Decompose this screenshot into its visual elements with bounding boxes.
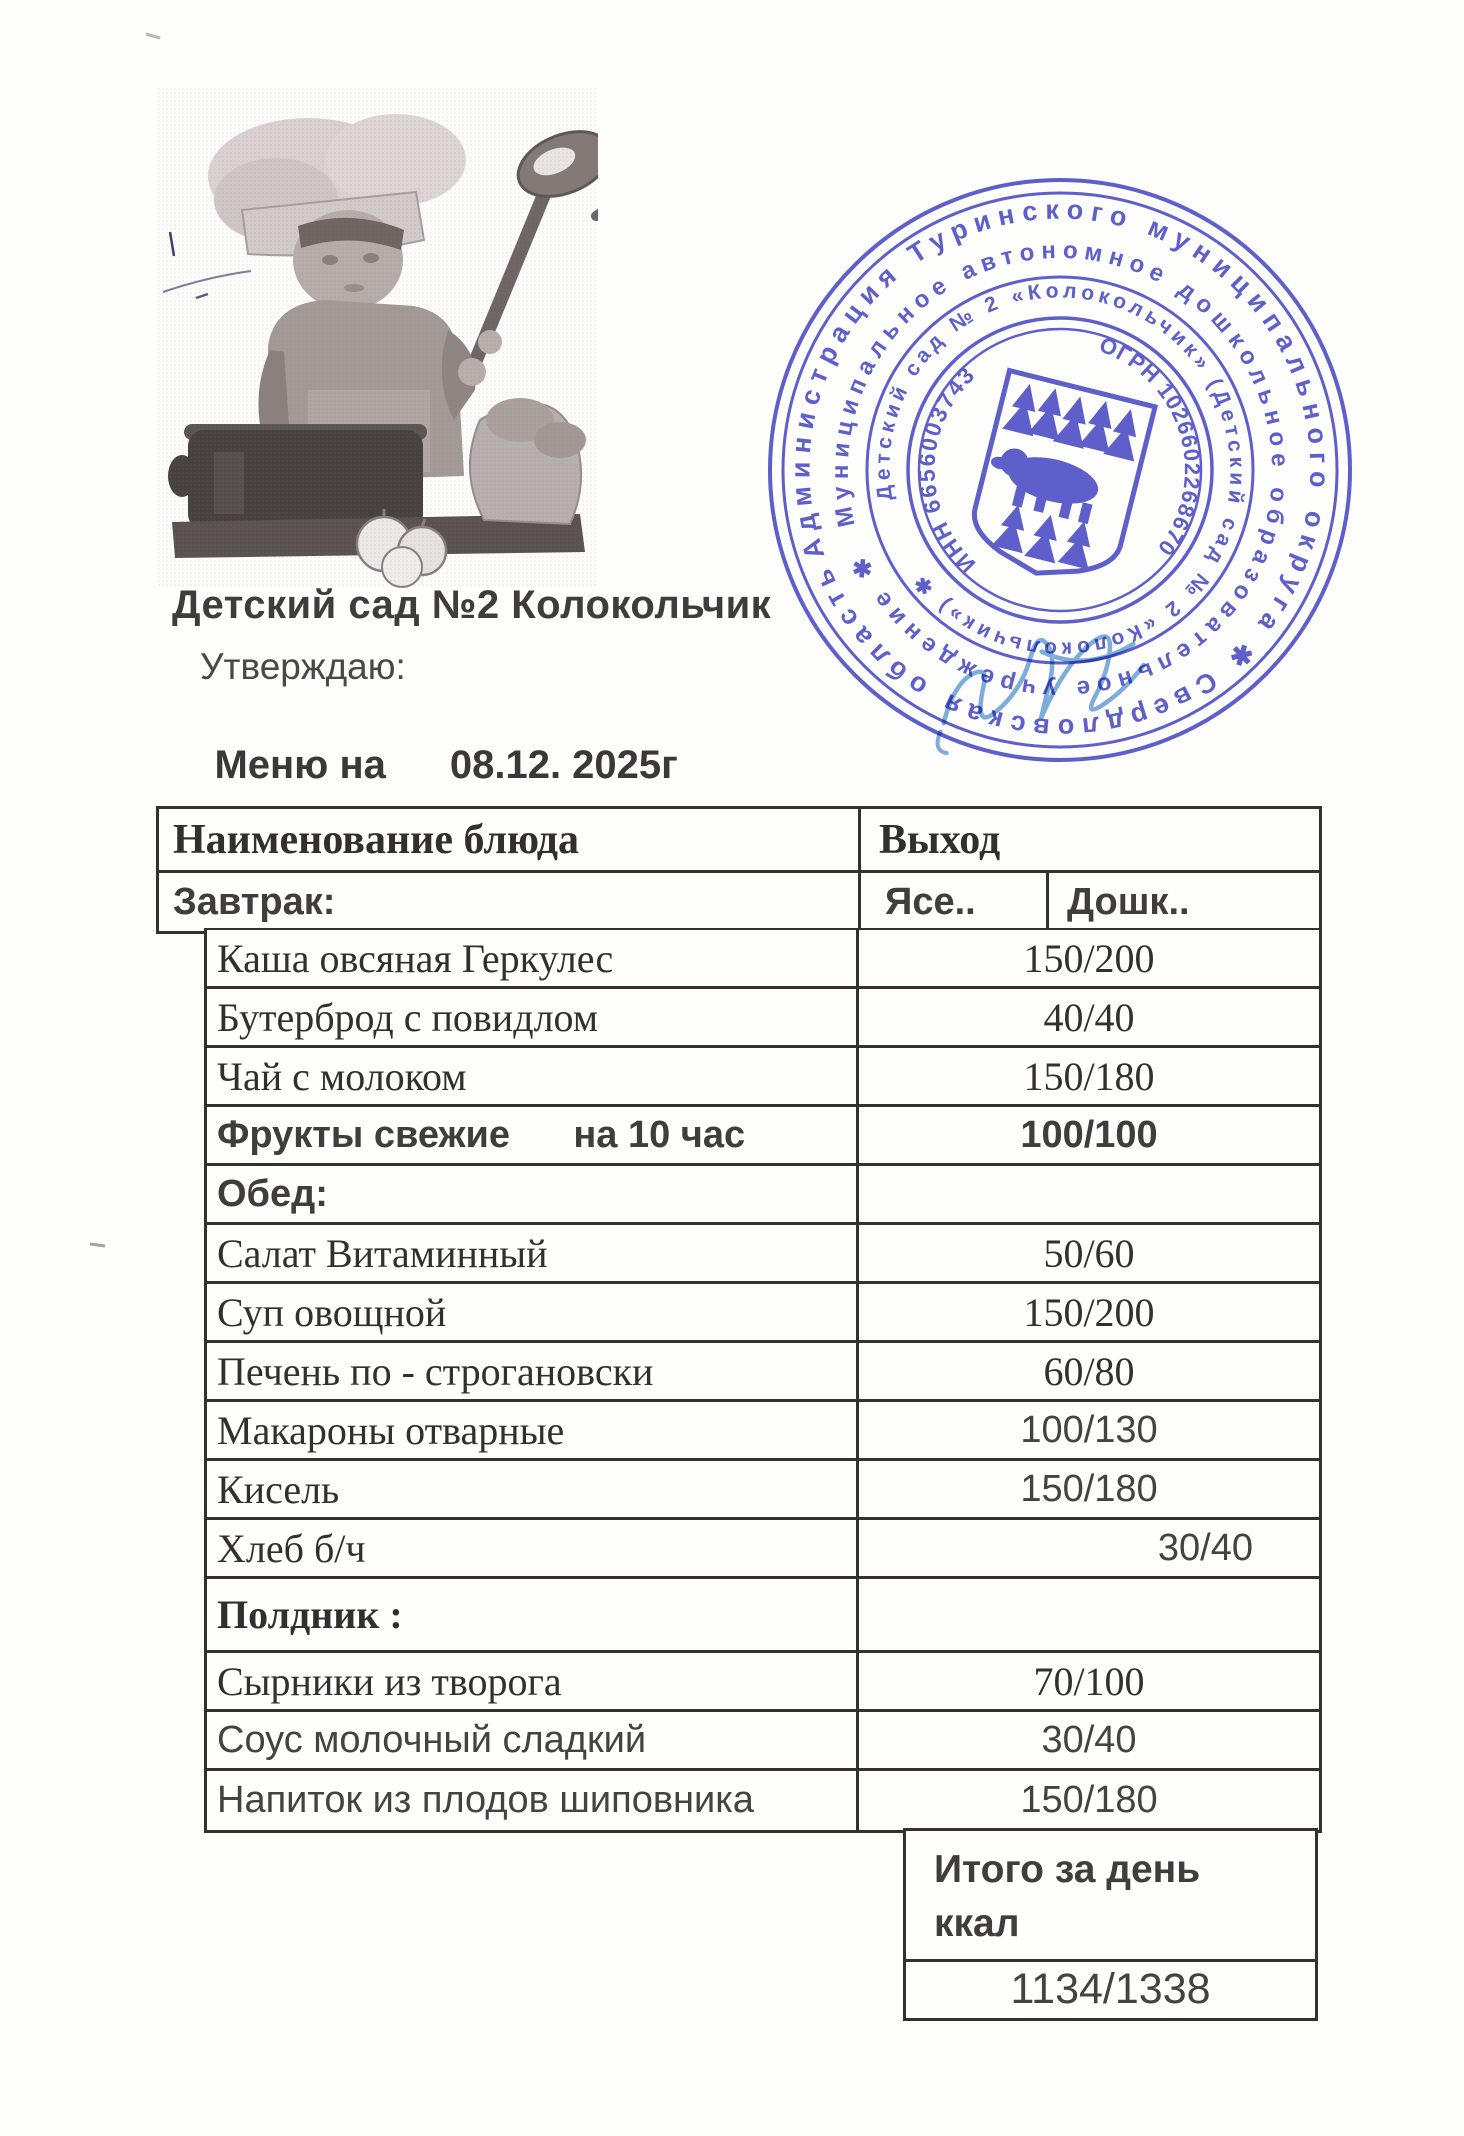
col-header-nursery: Ясе.. [861, 873, 1049, 931]
dish-name: Хлеб б/ч [207, 1520, 859, 1576]
dish-name: Каша овсяная Геркулес [207, 930, 859, 986]
dish-name: Фрукты свежие на 10 час [207, 1107, 859, 1163]
dish-name: Кисель [207, 1461, 859, 1517]
dish-name: Макароны отварные [207, 1402, 859, 1458]
dish-value [859, 1166, 1319, 1222]
dish-value: 150/180 [1020, 1779, 1158, 1821]
dish-name: Напиток из плодов шиповника [207, 1771, 859, 1830]
dish-name: Суп овощной [207, 1284, 859, 1340]
kindergarten-title: Детский сад №2 Колокольчик [172, 583, 772, 627]
section-lunch: Обед: [207, 1166, 859, 1222]
stamp-middle-ring-text: Муниципальное автономное дошкольное образовательное учреждение ✱ [826, 236, 1294, 704]
section-breakfast: Завтрак: [159, 873, 861, 931]
dish-value: 30/40 [1157, 1526, 1253, 1569]
table-row [207, 1402, 1319, 1461]
dish-value: 30/40 [1041, 1718, 1137, 1761]
stamp-inn-text: ИНН 6656003743 [913, 360, 981, 579]
daily-total-box [903, 1828, 1318, 2021]
pine-trees-top [1002, 378, 1147, 461]
dish-value: 150/180 [1020, 1467, 1158, 1510]
daily-total-value: 1134/1338 [1010, 1965, 1211, 2014]
dish-value: 150/180 [1023, 1053, 1155, 1099]
table-row [207, 1653, 1319, 1712]
stamp-outer-ring-text: Администрация Туринского муниципального округа ✱ Свердловская область [785, 194, 1335, 744]
menu-rows-table [204, 928, 1322, 1833]
section-snack: Полдник : [207, 1579, 859, 1650]
table-row [207, 1520, 1319, 1579]
col-header-preschool: Дошк.. [1067, 880, 1190, 923]
menu-label: Меню на [214, 743, 386, 787]
table-header-row [159, 809, 1319, 873]
menu-date: 08.12. 2025г [449, 743, 678, 787]
table-row [207, 989, 1319, 1048]
table-row [207, 1343, 1319, 1402]
daily-total-label-line1: Итого за день [934, 1848, 1201, 1891]
table-row [207, 1771, 1319, 1830]
table-row [207, 1048, 1319, 1107]
dish-name: Салат Витаминный [207, 1225, 859, 1281]
table-subheader-row [159, 873, 1319, 931]
bear-silhouette [982, 443, 1103, 524]
dish-value: 70/100 [1033, 1658, 1145, 1704]
stamp-ogrn-text: ОГРН 1026602268670 [1095, 331, 1205, 562]
signature-squiggle [905, 555, 1325, 785]
dish-name: Бутерброд с повидлом [207, 989, 859, 1045]
dish-value: 150/200 [1023, 1289, 1155, 1335]
dish-value [859, 1579, 1319, 1650]
chef-child-photo [158, 88, 598, 588]
table-row [207, 1284, 1319, 1343]
table-row [207, 930, 1319, 989]
dish-value: 150/200 [1023, 935, 1155, 981]
col-header-output: Выход [879, 816, 1001, 863]
dish-value: 40/40 [1043, 994, 1135, 1040]
dish-value: 100/100 [1020, 1113, 1158, 1156]
table-row [207, 1107, 1319, 1166]
menu-table-header [156, 806, 1322, 934]
col-header-dish: Наименование блюда [159, 809, 861, 870]
daily-total-label [906, 1831, 1315, 1962]
dish-name: Соус молочный сладкий [207, 1712, 859, 1768]
approve-label: Утверждаю: [200, 646, 406, 687]
table-row [207, 1225, 1319, 1284]
halftone-overlay [158, 88, 598, 588]
table-row [207, 1461, 1319, 1520]
dish-value: 50/60 [1043, 1230, 1135, 1276]
dish-name: Чай с молоком [207, 1048, 859, 1104]
dish-value: 60/80 [1043, 1348, 1135, 1394]
daily-total-label-line2: ккал [934, 1901, 1020, 1945]
table-row [207, 1712, 1319, 1771]
dish-name: Печень по - строгановски [207, 1343, 859, 1399]
stamp-inner-ring-text: Детский сад № 2 «Колокольчик» (Детский сад № 2 «Колокольчик») ✱ [871, 279, 1249, 661]
section-row [207, 1166, 1319, 1225]
dish-value: 100/130 [1020, 1408, 1158, 1451]
dish-name: Сырники из творога [207, 1653, 859, 1709]
section-row [207, 1579, 1319, 1653]
